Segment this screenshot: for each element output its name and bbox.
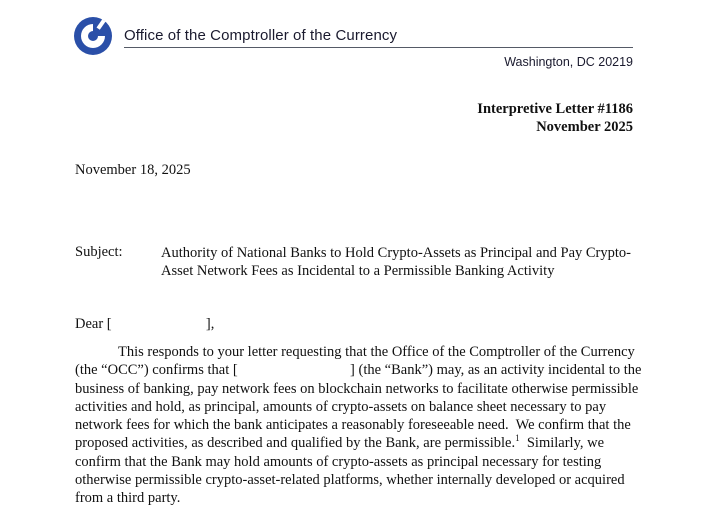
body-line: activities and hold, as principal, amounts of crypto-assets on balance sheet necessary to pay (75, 398, 607, 415)
body-text: proposed activities, as described and qualified by the Bank, are permissible. (75, 435, 516, 452)
subject-text (161, 244, 641, 280)
letter-issue-date: November 2025 (536, 119, 633, 135)
salutation: Dear [ ], (75, 316, 215, 332)
body-line: from a third party. (75, 490, 181, 507)
body-line-with-footnote (75, 434, 645, 452)
header-divider (124, 47, 633, 48)
letter-number: Interpretive Letter #1186 (477, 101, 633, 117)
body-line: business of banking, pay network fees on blockchain networks to facilitate otherwise permissible (75, 380, 639, 397)
footnote-reference[interactable]: 1 (515, 433, 520, 444)
agency-address: Washington, DC 20219 (504, 55, 633, 69)
subject-label: Subject: (75, 244, 123, 260)
body-line: (the “OCC”) confirms that [ ] (the “Bank”) may, as an activity incidental to the (75, 362, 642, 379)
subject-line: Authority of National Banks to Hold Crypto-Assets as Principal and Pay Crypto- (161, 245, 631, 261)
body-line: This responds to your letter requesting that the Office of the Comptroller of the Currency (118, 344, 635, 360)
occ-logo-icon (72, 15, 114, 57)
letter-date: November 18, 2025 (75, 162, 191, 178)
subject-line: Asset Network Fees as Incidental to a Permissible Banking Activity (161, 263, 555, 279)
body-text: Similarly, we (519, 435, 605, 452)
letter-identifier (477, 100, 633, 136)
agency-name: Office of the Comptroller of the Currency (124, 27, 398, 44)
body-line: network fees for which the bank anticipates a reasonably foreseeable need. We confirm that the (75, 417, 631, 434)
body-line: otherwise permissible crypto-asset-related platforms, whether internally developed or acquired (75, 472, 625, 489)
body-paragraph (75, 343, 645, 508)
body-line: confirm that the Bank may hold amounts of crypto-assets as principal necessary for testing (75, 453, 602, 470)
